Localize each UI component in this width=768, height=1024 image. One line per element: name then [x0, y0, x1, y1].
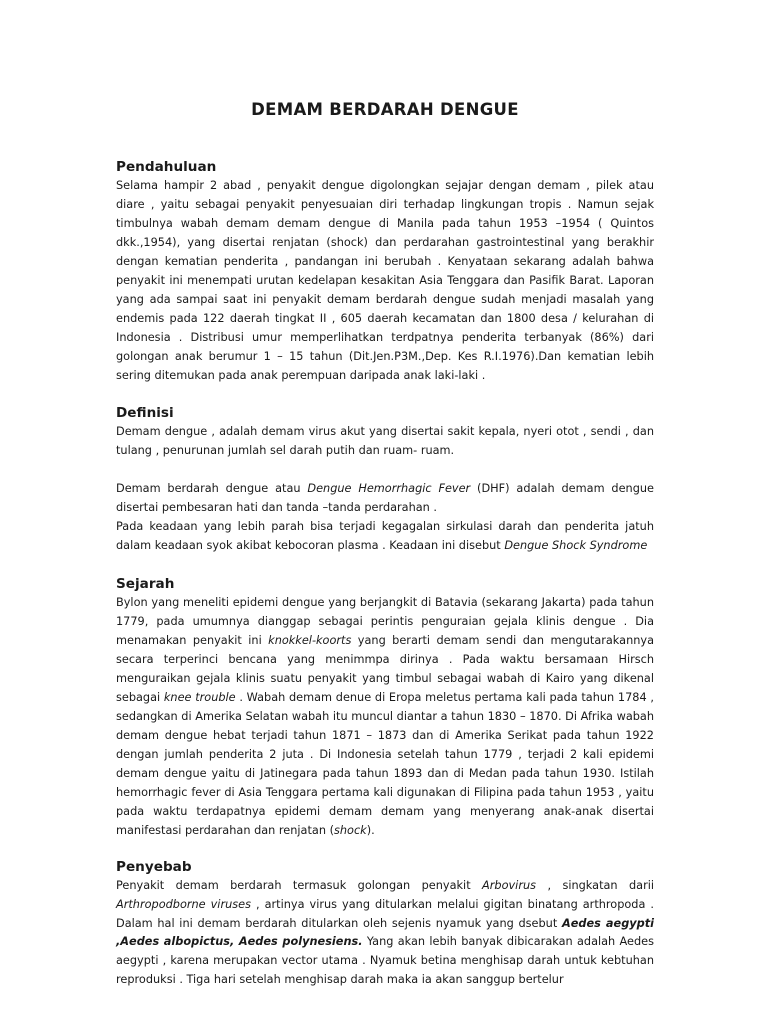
- section-penyebab: [116, 857, 654, 991]
- section-definisi: [116, 403, 654, 556]
- page-title: DEMAM BERDARAH DENGUE: [251, 100, 519, 119]
- paragraph: Selama hampir 2 abad , penyakit dengue digolongkan sejajar dengan demam , pilek atau diare , yaitu sebagai penyakit penyesuaian diri terhadap lingkungan tropis . Namun sejak timbulnya wabah demam demam dengue di Manila pada tahun 1953 –1954 ( Quintos dkk.,1954), yang disertai renjatan (shock) dan perdarahan gastrointestinal yang berakhir dengan kematian penderita , pandangan ini berubah . Kenyataan sekarang adalah bahwa penyakit ini menempati urutan kedelapan kesakitan Asia Tenggara dan Pasifik Barat. Laporan yang ada sampai saat ini penyakit demam berdarah dengue sudah menjadi masalah yang endemis pada 122 daerah tingkat II , 605 daerah kecamatan dan 1800 desa / kelurahan di Indonesia . Distribusi umur memperlihatkan terdpatnya penderita terbanyak (86%) dari golongan anak berumur 1 – 15 tahun (Dit.Jen.P3M.,Dep. Kes R.I.1976).Dan kematian lebih sering ditemukan pada anak perempuan daripada anak laki-laki .: [116, 179, 654, 382]
- paragraph: Demam berdarah dengue atau Dengue Hemorrhagic Fever (DHF) adalah demam dengue disertai pembesaran hati dan tanda –tanda perdarahan .: [116, 482, 654, 515]
- paragraph: Bylon yang meneliti epidemi dengue yang berjangkit di Batavia (sekarang Jakarta) pada tahun 1779, pada umumnya dianggap sebagai perintis penguraian gejala klinis dengue . Dia menamakan penyakit ini knokkel-koorts yang berarti demam sendi dan mengutarakannya secara terperinci bencana yang menimmpa dirinya . Pada waktu bersamaan Hirsch menguraikan gejala klinis suatu penyakit yang timbul sebagai wabah di Kairo yang dikenal sebagai knee trouble . Wabah demam denue di Eropa meletus pertama kali pada tahun 1784 , sedangkan di Amerika Selatan wabah itu muncul diantar a tahun 1830 – 1870. Di Afrika wabah demam dengue hebat terjadi tahun 1871 – 1873 dan di Amerika Serikat pada tahun 1922 dengan jumlah penderita 2 juta . Di Indonesia setelah tahun 1779 , terjadi 2 kali epidemi demam dengue yaitu di Jatinegara pada tahun 1893 dan di Medan pada tahun 1930. Istilah hemorrhagic fever di Asia Tenggara pertama kali digunakan di Filipina pada tahun 1953 , yaitu pada waktu terdapatnya epidemi demam demam yang menyerang anak-anak disertai manifestasi perdarahan dan renjatan (shock).: [116, 596, 654, 837]
- section-pendahuluan: [116, 157, 654, 385]
- paragraph: Penyakit demam berdarah termasuk golongan penyakit Arbovirus , singkatan darii Arthropodborne viruses , artinya virus yang ditularkan melalui gigitan binatang arthropoda . Dalam hal ini demam berdarah ditularkan oleh sejenis nyamuk yang dsebut Aedes aegypti ,Aedes albopictus, Aedes polynesiens. Yang akan lebih banyak dibicarakan adalah Aedes aegypti , karena merupakan vector utama . Nyamuk betina menghisap darah untuk kebtuhan reproduksi . Tiga hari setelah menghisap darah maka ia akan sanggup bertelur: [116, 878, 655, 987]
- section-heading: Pendahuluan: [116, 159, 217, 175]
- paragraph: Pada keadaan yang lebih parah bisa terjadi kegagalan sirkulasi darah dan penderita jatuh dalam keadaan syok akibat kebocoran plasma . Keadaan ini disebut Dengue Shock Syndrome: [116, 520, 654, 553]
- section-heading: Definisi: [116, 405, 174, 422]
- section-heading: Sejarah: [116, 576, 175, 593]
- section-heading: Penyebab: [116, 858, 192, 875]
- paragraph: Demam dengue , adalah demam virus akut yang disertai sakit kepala, nyeri otot , sendi , dan tulang , penurunan jumlah sel darah putih dan ruam- ruam.: [116, 425, 654, 458]
- section-sejarah: [116, 574, 654, 840]
